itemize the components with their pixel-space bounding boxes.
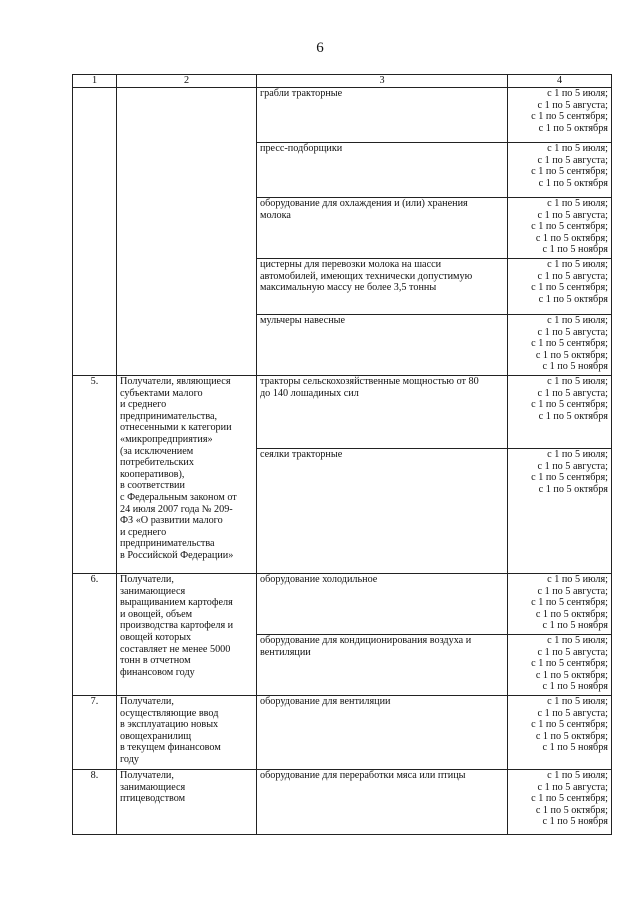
text-line: цистерны для перевозки молока на шасси bbox=[260, 259, 442, 270]
text-line: с 1 по 5 сентября; bbox=[531, 221, 608, 233]
text-line: с 1 по 5 июля; bbox=[547, 635, 608, 646]
equipment-cell bbox=[257, 696, 508, 770]
text-line: с 1 по 5 ноября bbox=[542, 742, 608, 754]
text-line: оборудование для вентиляции bbox=[260, 696, 391, 707]
text-line: с 1 по 5 сентября; bbox=[531, 597, 608, 609]
equipment-cell bbox=[257, 770, 508, 835]
table-header-row bbox=[73, 75, 612, 88]
column-header-3: 3 bbox=[257, 75, 508, 88]
text-line: финансовом году bbox=[120, 666, 195, 678]
text-line: составляет не менее 5000 bbox=[120, 643, 231, 655]
text-line: тракторы сельскохозяйственные мощностью от 80 bbox=[260, 376, 479, 387]
text-line: с 1 по 5 октября bbox=[538, 177, 608, 189]
text-line: предпринимательства, bbox=[120, 410, 218, 422]
text-line: и среднего bbox=[120, 526, 167, 538]
text-line: с 1 по 5 августа; bbox=[537, 460, 608, 472]
text-line: с 1 по 5 июля; bbox=[547, 198, 608, 209]
text-line: с 1 по 5 июля; bbox=[547, 574, 608, 585]
text-line: занимающиеся bbox=[120, 781, 186, 793]
page-number: 6 bbox=[316, 40, 324, 56]
text-line: с 1 по 5 октября; bbox=[535, 608, 608, 620]
text-line: с 1 по 5 сентября; bbox=[531, 399, 608, 411]
text-line: с 1 по 5 октября; bbox=[535, 804, 608, 816]
text-line: с 1 по 5 августа; bbox=[537, 99, 608, 111]
text-line: и среднего bbox=[120, 399, 167, 411]
recipient-cell bbox=[117, 376, 257, 574]
text-line: с 1 по 5 августа; bbox=[537, 387, 608, 399]
table-row bbox=[73, 770, 612, 835]
deadline-cell bbox=[508, 198, 612, 259]
row-number bbox=[73, 88, 117, 376]
text-line: с 1 по 5 сентября; bbox=[531, 338, 608, 350]
text-line: с 1 по 5 августа; bbox=[537, 585, 608, 597]
text-line: овощей которых bbox=[120, 631, 192, 643]
text-line: (за исключением bbox=[120, 445, 194, 457]
text-line: кооперативов), bbox=[120, 468, 185, 480]
equipment-cell bbox=[257, 143, 508, 198]
text-line: с 1 по 5 ноября bbox=[542, 681, 608, 693]
deadline-cell bbox=[508, 574, 612, 635]
row-number: 5. bbox=[73, 376, 117, 574]
table-row bbox=[73, 696, 612, 770]
text-line: с 1 по 5 августа; bbox=[537, 781, 608, 793]
text-line: в Российской Федерации» bbox=[120, 549, 234, 561]
recipient-cell bbox=[117, 696, 257, 770]
deadline-cell bbox=[508, 315, 612, 376]
equipment-cell bbox=[257, 635, 508, 696]
text-line: с 1 по 5 октября; bbox=[535, 730, 608, 742]
text-line: с 1 по 5 августа; bbox=[537, 326, 608, 338]
recipient-cell bbox=[117, 574, 257, 696]
text-line: молока bbox=[260, 209, 291, 221]
text-line: с 1 по 5 августа; bbox=[537, 154, 608, 166]
text-line: осуществляющие ввод bbox=[120, 707, 219, 719]
row-number: 8. bbox=[73, 770, 117, 835]
text-line: 24 июля 2007 года № 209- bbox=[120, 503, 233, 515]
equipment-cell bbox=[257, 198, 508, 259]
text-line: потребительских bbox=[120, 457, 194, 469]
text-line: в эксплуатацию новых bbox=[120, 719, 219, 731]
text-line: с 1 по 5 сентября; bbox=[531, 282, 608, 294]
text-line: и овощей, объем bbox=[120, 608, 193, 620]
deadline-cell bbox=[508, 770, 612, 835]
text-line: с 1 по 5 октября; bbox=[535, 232, 608, 244]
text-line: с Федеральным законом от bbox=[120, 491, 237, 503]
text-line: с 1 по 5 июля; bbox=[547, 449, 608, 460]
text-line: субъектами малого bbox=[120, 387, 203, 399]
text-line: с 1 по 5 августа; bbox=[537, 646, 608, 658]
text-line: с 1 по 5 октября; bbox=[535, 669, 608, 681]
text-line: занимающиеся bbox=[120, 585, 186, 597]
text-line: в текущем финансовом bbox=[120, 742, 221, 754]
text-line: тонн в отчетном bbox=[120, 655, 191, 667]
text-line: ФЗ «О развитии малого bbox=[120, 515, 223, 527]
column-header-4: 4 bbox=[508, 75, 612, 88]
column-header-2: 2 bbox=[117, 75, 257, 88]
text-line: с 1 по 5 октября; bbox=[535, 349, 608, 361]
text-line: Получатели, bbox=[120, 770, 174, 781]
text-line: с 1 по 5 ноября bbox=[542, 244, 608, 256]
text-line: с 1 по 5 октября bbox=[538, 122, 608, 134]
text-line: «микропредприятия» bbox=[120, 433, 213, 445]
text-line: с 1 по 5 сентября; bbox=[531, 793, 608, 805]
text-line: с 1 по 5 июля; bbox=[547, 259, 608, 270]
text-line: с 1 по 5 октября bbox=[538, 483, 608, 495]
text-line: с 1 по 5 июля; bbox=[547, 770, 608, 781]
text-line: Получатели, bbox=[120, 696, 174, 707]
recipient-cell bbox=[117, 770, 257, 835]
deadline-cell bbox=[508, 376, 612, 449]
text-line: до 140 лошадиных сил bbox=[260, 387, 359, 399]
text-line: отнесенными к категории bbox=[120, 422, 232, 434]
equipment-cell bbox=[257, 574, 508, 635]
row-number: 6. bbox=[73, 574, 117, 696]
equipment-cell bbox=[257, 376, 508, 449]
column-header-1: 1 bbox=[73, 75, 117, 88]
text-line: с 1 по 5 сентября; bbox=[531, 658, 608, 670]
text-line: предпринимательства bbox=[120, 538, 215, 550]
text-line: пресс-подборщики bbox=[260, 143, 343, 154]
text-line: с 1 по 5 сентября; bbox=[531, 166, 608, 178]
equipment-cell bbox=[257, 259, 508, 315]
text-line: вентиляции bbox=[260, 646, 311, 658]
text-line: с 1 по 5 июля; bbox=[547, 376, 608, 387]
text-line: с 1 по 5 августа; bbox=[537, 270, 608, 282]
recipient-cell bbox=[117, 88, 257, 376]
text-line: птицеводством bbox=[120, 793, 186, 805]
equipment-cell bbox=[257, 315, 508, 376]
text-line: выращиванием картофеля bbox=[120, 597, 233, 609]
text-line: с 1 по 5 сентября; bbox=[531, 111, 608, 123]
table-body bbox=[73, 88, 612, 835]
text-line: максимальную массу не более 3,5 тонны bbox=[260, 282, 437, 294]
text-line: оборудование для охлаждения и (или) хранения bbox=[260, 198, 468, 209]
text-line: с 1 по 5 ноября bbox=[542, 620, 608, 632]
table-row bbox=[73, 574, 612, 635]
text-line: с 1 по 5 июля; bbox=[547, 696, 608, 707]
subsidy-table bbox=[72, 74, 612, 835]
text-line: автомобилей, имеющих технически допустимую bbox=[260, 270, 473, 282]
text-line: оборудование холодильное bbox=[260, 574, 378, 585]
text-line: с 1 по 5 июля; bbox=[547, 143, 608, 154]
text-line: с 1 по 5 августа; bbox=[537, 707, 608, 719]
text-line: с 1 по 5 ноября bbox=[542, 361, 608, 373]
text-line: с 1 по 5 августа; bbox=[537, 209, 608, 221]
text-line: оборудование для переработки мяса или птицы bbox=[260, 770, 466, 781]
text-line: с 1 по 5 октября bbox=[538, 410, 608, 422]
deadline-cell bbox=[508, 143, 612, 198]
text-line: с 1 по 5 сентября; bbox=[531, 472, 608, 484]
text-line: с 1 по 5 июля; bbox=[547, 315, 608, 326]
text-line: производства картофеля и bbox=[120, 620, 234, 632]
deadline-cell bbox=[508, 259, 612, 315]
text-line: с 1 по 5 июля; bbox=[547, 88, 608, 99]
table-row bbox=[73, 376, 612, 449]
text-line: сеялки тракторные bbox=[260, 449, 343, 460]
text-line: с 1 по 5 сентября; bbox=[531, 719, 608, 731]
text-line: оборудование для кондиционирования воздуха и bbox=[260, 635, 472, 646]
deadline-cell bbox=[508, 449, 612, 574]
row-number: 7. bbox=[73, 696, 117, 770]
text-line: овощехранилищ bbox=[120, 730, 192, 742]
equipment-cell bbox=[257, 449, 508, 574]
text-line: грабли тракторные bbox=[260, 88, 343, 99]
deadline-cell bbox=[508, 635, 612, 696]
text-line: с 1 по 5 ноября bbox=[542, 816, 608, 828]
table-row bbox=[73, 88, 612, 143]
text-line: Получатели, являющиеся bbox=[120, 376, 231, 387]
text-line: в соответствии bbox=[120, 480, 185, 492]
text-line: году bbox=[120, 753, 140, 765]
text-line: мульчеры навесные bbox=[260, 315, 346, 326]
deadline-cell bbox=[508, 696, 612, 770]
deadline-cell bbox=[508, 88, 612, 143]
text-line: с 1 по 5 октября bbox=[538, 293, 608, 305]
equipment-cell bbox=[257, 88, 508, 143]
text-line: Получатели, bbox=[120, 574, 174, 585]
